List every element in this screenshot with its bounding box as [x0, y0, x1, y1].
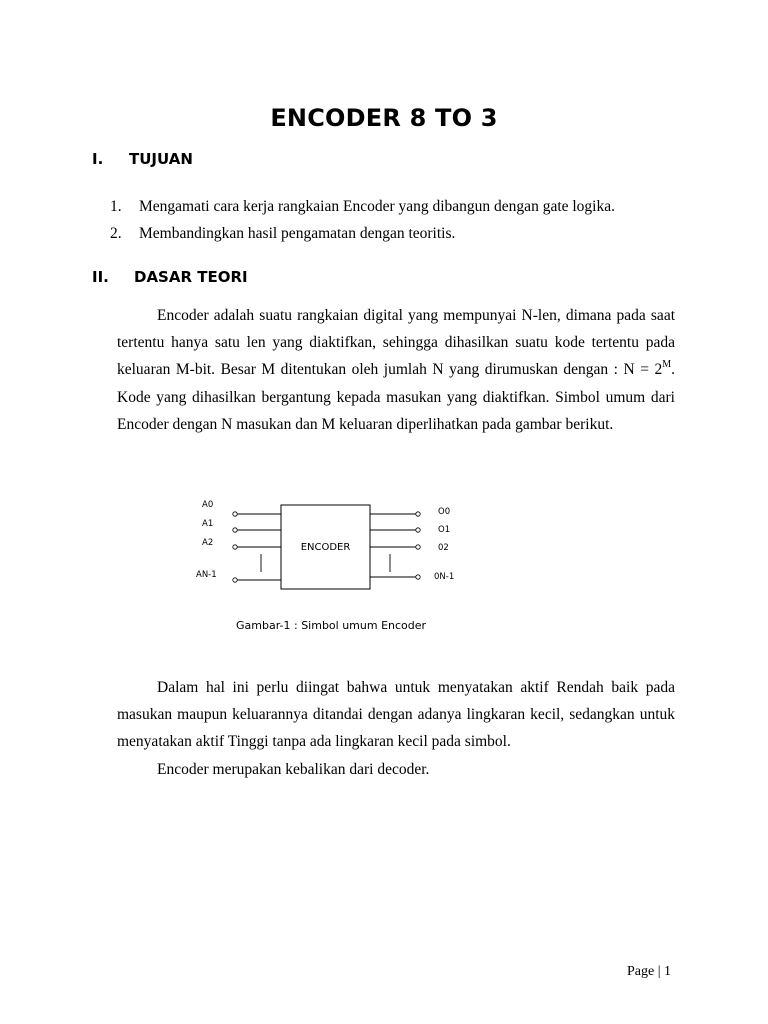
paragraph-text: . Kode yang dihasilkan bergantung kepada masukan yang diaktifkan. Simbol umum dari Encoder dengan N masukan dan M keluaran diperlihatkan pada gambar berikut. [117, 361, 675, 433]
page-title: ENCODER 8 TO 3 [270, 104, 498, 132]
superscript-m: M [662, 359, 672, 371]
section-number: II. [92, 268, 109, 286]
list-item [110, 198, 615, 216]
figure-caption: Gambar-1 : Simbol umum Encoder [236, 619, 427, 632]
list-text: Membandingkan hasil pengamatan dengan teoritis. [139, 225, 456, 242]
paragraph-text: Encoder adalah suatu rangkaian digital yang mempunyai N-len, dimana pada saat tertentu hanya satu len yang diaktifkan, sehingga dihasilkan suatu kode tertentu pada keluaran M-bit. Besar M ditentukan oleh jumlah N yang dirumuskan dengan : N = 2 [117, 307, 675, 379]
active-low-bubble [233, 545, 237, 549]
active-low-bubble [416, 528, 420, 532]
section-title: DASAR TEORI [134, 268, 248, 286]
paragraph-inverse: Encoder merupakan kebalikan dari decoder. [157, 761, 430, 778]
encoder-block-label: ENCODER [300, 542, 351, 553]
encoder-symbol-figure [180, 488, 480, 608]
active-low-bubble [416, 545, 420, 549]
list-number: 1. [110, 198, 122, 215]
section-title: TUJUAN [129, 150, 193, 168]
output-label: 0N-1 [434, 572, 455, 582]
paragraph-definition [117, 302, 675, 438]
section-heading-dasar-teori [92, 268, 248, 286]
output-label: O0 [438, 507, 451, 517]
output-label: O1 [438, 525, 451, 535]
page-number: Page | 1 [627, 964, 672, 979]
active-low-bubble [233, 528, 237, 532]
input-label: A1 [202, 519, 214, 529]
output-label: 02 [438, 543, 449, 553]
input-label: A0 [202, 500, 214, 510]
input-label: AN-1 [196, 570, 217, 580]
active-low-bubble [416, 512, 420, 516]
list-item [110, 225, 455, 243]
list-text: Mengamati cara kerja rangkaian Encoder yang dibangun dengan gate logika. [139, 198, 615, 215]
list-number: 2. [110, 225, 122, 242]
paragraph-active-notation: Dalam hal ini perlu diingat bahwa untuk menyatakan aktif Rendah baik pada masukan maupun keluarannya ditandai dengan adanya lingkaran kecil, sedangkan untuk menyatakan aktif Tinggi tanpa ada lingkaran kecil pada simbol. [117, 679, 675, 751]
active-low-bubble [416, 575, 420, 579]
active-low-bubble [233, 512, 237, 516]
section-heading-tujuan [92, 150, 193, 168]
input-label: A2 [202, 538, 214, 548]
active-low-bubble [233, 578, 237, 582]
section-number: I. [92, 150, 104, 168]
